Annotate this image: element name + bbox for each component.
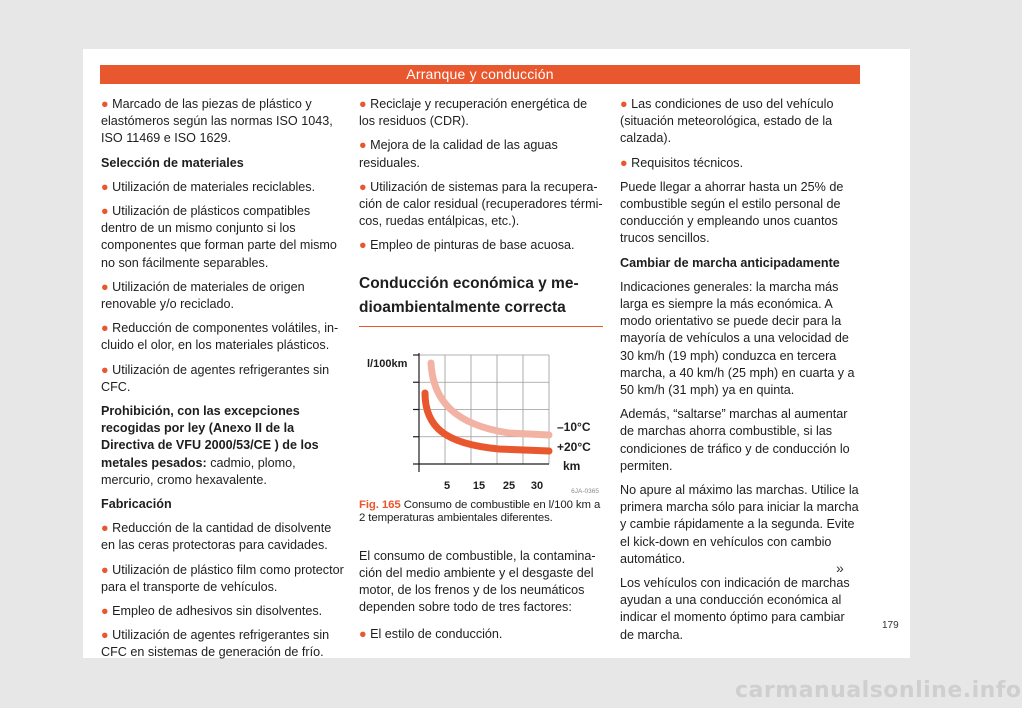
legend-minus10: –10°C: [557, 419, 591, 434]
x-tick-label: 30: [530, 479, 544, 492]
page-header: Arranque y conducción: [100, 65, 860, 84]
list-item: ● Empleo de adhesivos sin disolventes.: [101, 604, 323, 619]
list-item: ● Mejora de la calidad de las aguas residuales.: [359, 138, 558, 170]
bullet-icon: ●: [101, 628, 109, 643]
continue-mark: »: [836, 560, 844, 576]
list-item: ● Reducción de la cantidad de disolvente en las ceras protectoras para cavidades.: [101, 521, 332, 553]
page-number: 179: [882, 620, 899, 631]
x-tick-label: 15: [472, 479, 486, 492]
heading-fabrication: Fabricación: [101, 497, 172, 512]
list-item: ● Reducción de componentes volátiles, incluido el olor, en los materiales plásticos.: [101, 321, 339, 353]
x-tick-label: 25: [502, 479, 516, 492]
column-2: [359, 96, 603, 651]
list-item: ● Reciclaje y recuperación energética de los residuos (CDR).: [359, 97, 588, 129]
bullet-icon: ●: [101, 321, 109, 336]
list-item: ● Requisitos técnicos.: [620, 155, 744, 170]
heading-prohibition: Prohibición, con las excepciones recogidas por ley (Anexo II de la Directiva de VFU 2000/53/CE ) de los metales pesados:: [101, 404, 319, 470]
bullet-icon: ●: [101, 279, 109, 294]
list-item: ● El estilo de conducción.: [359, 627, 503, 642]
figure-label: Fig. 165: [359, 498, 401, 511]
paragraph: No apure al máximo las marchas. Utilice la primera marcha sólo para iniciar la marcha y cambie rápidamente a la segunda. Evite el kick-down en vehículos con cambio automático.: [620, 483, 859, 566]
column-3: [620, 96, 860, 651]
paragraph: Los vehículos con indicación de marchas ayudan a una conducción económica al indicar el momento óptimo para cambiar de marcha.: [620, 576, 850, 642]
bullet-icon: ●: [101, 604, 109, 619]
bullet-icon: ●: [101, 562, 109, 577]
y-axis-label: l/100km: [367, 357, 408, 370]
section-title: Conducción económica y medioambientalmente correcta: [359, 269, 603, 327]
bullet-icon: ●: [101, 97, 109, 111]
bullet-icon: ●: [101, 521, 109, 536]
list-item: ● Utilización de plásticos compatibles dentro de un mismo conjunto si los componentes que forman parte del mismo no son fácilmente separables.: [101, 204, 337, 270]
fuel-chart: [359, 341, 603, 495]
legend-plus20: +20°C: [557, 439, 591, 454]
paragraph: Además, “saltarse” marchas al aumentar de marchas ahorra combustible, si las condiciones de tráfico y de conducción lo permiten.: [620, 407, 850, 473]
bullet-icon: ●: [620, 97, 628, 111]
x-axis-label: km: [563, 458, 581, 473]
list-item: ● Empleo de pinturas de base acuosa.: [359, 238, 575, 253]
figure-caption: Fig. 165 Consumo de combustible en l/100 km a 2 temperaturas ambientales diferentes.: [359, 498, 601, 525]
list-item: ● Utilización de agentes refrigerantes sin CFC en sistemas de generación de frío.: [101, 628, 330, 660]
list-item: ● Utilización de sistemas para la recuperación de calor residual (recuperadores térmicos, ruedas entálpicas, etc.).: [359, 179, 603, 229]
list-item: ● Utilización de materiales reciclables.: [101, 179, 316, 194]
bullet-icon: ●: [101, 179, 109, 194]
list-item: ● Utilización de plástico film como protector para el transporte de vehículos.: [101, 562, 344, 594]
bullet-icon: ●: [359, 97, 367, 111]
bullet-icon: ●: [359, 138, 367, 153]
heading-gear-change: Cambiar de marcha anticipadamente: [620, 255, 840, 270]
figure-code: 6JA-0365: [571, 487, 599, 495]
paragraph: Indicaciones generales: la marcha más larga es siempre la más económica. A modo orientativo se puede decir para la mayoría de vehículos a una velocidad de 30 km/h (19 mph) conduzca en tercera marcha, a 40 km/h (25 mph) en cuarta y a 50 km/h (31 mph) ya en quinta.: [620, 279, 855, 398]
paragraph: El consumo de combustible, la contaminación del medio ambiente y el desgaste del motor, de los frenos y de los neumáticos dependen sobre todo de tres factores:: [359, 548, 596, 615]
paragraph: Puede llegar a ahorrar hasta un 25% de combustible según el estilo personal de conducción y empleando unos cuantos trucos sencillos.: [620, 179, 844, 246]
x-tick-label: 5: [443, 479, 451, 492]
bullet-icon: ●: [359, 238, 367, 253]
watermark-logo: carmanualsonline.info: [735, 678, 1022, 703]
list-item: ● Utilización de materiales de origen renovable y/o reciclado.: [101, 279, 305, 312]
list-item: ● Las condiciones de uso del vehículo (situación meteorológica, estado de la calzada).: [620, 97, 834, 146]
list-item: ● Marcado de las piezas de plástico y elastómeros según las normas ISO 1043, ISO 11469 e ISO 1629.: [101, 97, 333, 146]
bullet-icon: ●: [359, 627, 367, 642]
bullet-icon: ●: [101, 362, 109, 377]
list-item: ● Utilización de agentes refrigerantes sin CFC.: [101, 362, 330, 394]
column-1: [101, 96, 345, 669]
fuel-consumption-figure: [359, 341, 603, 495]
paragraph-prohibition: Prohibición, con las excepciones recogidas por ley (Anexo II de la Directiva de VFU 2000/53/CE ) de los metales pesados: cadmio, plomo, mercurio, cromo hexavalente.: [101, 404, 319, 487]
bullet-icon: ●: [101, 204, 109, 219]
heading-materials: Selección de materiales: [101, 155, 244, 170]
bullet-icon: ●: [620, 155, 628, 170]
bullet-icon: ●: [359, 179, 367, 194]
